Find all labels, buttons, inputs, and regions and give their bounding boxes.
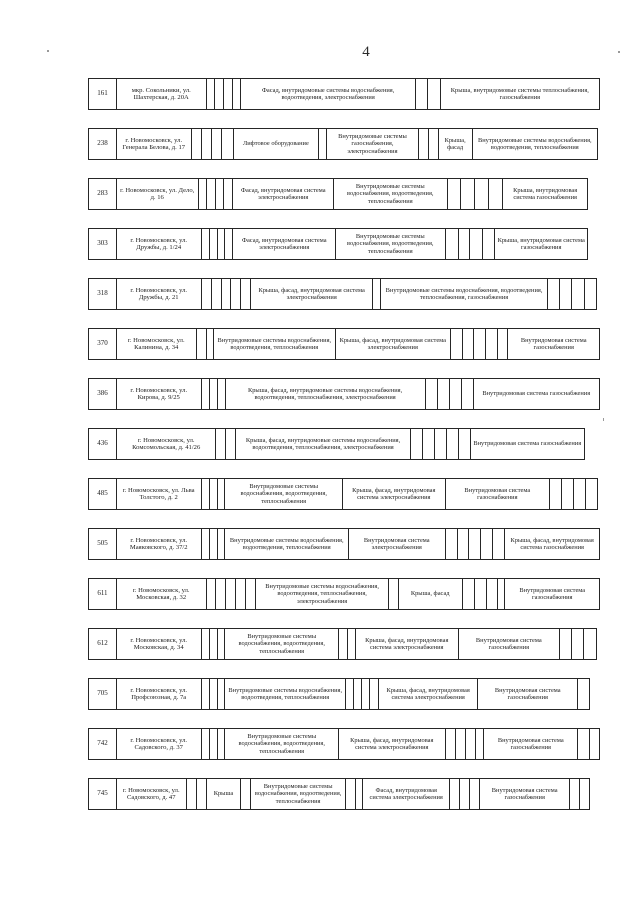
blank-cell — [355, 779, 362, 809]
work-cell: Фасад, внутридомовые системы водоснабжения, водоотведения, электроснабжения — [240, 79, 414, 109]
address-cell: г. Новомосковск, ул. Дружбы, д. 1/24 — [116, 229, 201, 259]
row-number: 611 — [97, 589, 108, 598]
blank-cell — [206, 179, 215, 209]
work-cell: Крыша, фасад — [438, 129, 472, 159]
blank-cell — [428, 129, 438, 159]
blank-cell — [211, 279, 221, 309]
blank-cell — [461, 379, 473, 409]
blank-cell — [577, 679, 589, 709]
blank-cell — [485, 329, 497, 359]
blank-cell — [201, 479, 209, 509]
blank-cell — [425, 379, 437, 409]
work-cell: Внутридомовые системы водоснабжения, водоотведения, теплоснабжения — [472, 129, 597, 159]
work-cell: Внутридомовые системы водоснабжения, водоотведения, теплоснабжения, газоснабжения — [380, 279, 547, 309]
work-cell: Крыша, фасад, внутридомовая система газоснабжения — [504, 529, 599, 559]
work-cell: Внутридомовые системы водоснабжения, водоотведения, теплоснабжения — [224, 729, 338, 759]
address-cell: г. Новомосковск, ул. Дружбы, д. 21 — [116, 279, 201, 309]
blank-cell — [415, 79, 427, 109]
blank-cell — [422, 429, 434, 459]
blank-cell — [206, 329, 213, 359]
work-cell: Крыша, фасад, внутридомовая система электроснабжения — [342, 479, 445, 509]
table-row — [88, 328, 600, 360]
blank-cell — [486, 579, 498, 609]
blank-cell — [577, 729, 589, 759]
blank-cell — [410, 429, 422, 459]
work-cell: Внутридомовые системы водоснабжения, водоотведения, теплоснабжения — [224, 479, 342, 509]
blank-cell — [584, 279, 596, 309]
blank-cell — [460, 179, 474, 209]
blank-cell — [191, 129, 201, 159]
work-cell: Внутридомовая система газоснабжения — [483, 729, 577, 759]
blank-cell — [497, 579, 504, 609]
blank-cell — [427, 79, 440, 109]
blank-cell — [215, 429, 225, 459]
address-cell: г. Новомосковск, ул. Садовского, д. 47 — [116, 779, 186, 809]
blank-cell — [223, 179, 232, 209]
blank-cell — [445, 529, 457, 559]
row-number: 705 — [97, 689, 108, 698]
blank-cell — [497, 329, 507, 359]
table-row — [88, 78, 600, 110]
row-number: 318 — [97, 289, 108, 298]
blank-cell — [372, 279, 380, 309]
address-cell: г. Новомосковск, ул. Калинина, д. 34 — [116, 329, 196, 359]
work-cell: Крыша, фасад, внутридомовая система электроснабжения — [378, 679, 478, 709]
blank-cell — [468, 529, 480, 559]
work-cell: Внутридомовая система газоснабжения — [445, 479, 550, 509]
address-cell: г. Новомосковск, ул. Кирова, д. 9/25 — [116, 379, 201, 409]
blank-cell — [571, 279, 584, 309]
blank-cell — [201, 629, 209, 659]
blank-cell — [240, 779, 250, 809]
blank-cell — [214, 79, 223, 109]
blank-cell — [559, 279, 571, 309]
work-cell: Внутридомовые системы газоснабжения, электроснабжения — [326, 129, 418, 159]
blank-cell — [361, 679, 369, 709]
blank-cell — [475, 729, 484, 759]
blank-cell — [345, 679, 353, 709]
table-row — [88, 128, 598, 160]
blank-cell — [549, 479, 561, 509]
blank-cell — [318, 129, 326, 159]
table-row — [88, 528, 600, 560]
blank-cell — [589, 729, 599, 759]
blank-cell — [201, 729, 209, 759]
blank-cell — [450, 329, 462, 359]
work-cell: Внутридомовая система газоснабжения — [504, 579, 599, 609]
blank-cell — [369, 679, 378, 709]
work-cell: Крыша, фасад, внутридомовая система электроснабжения — [335, 329, 450, 359]
work-cell: Внутридомовая система газоснабжения — [507, 329, 599, 359]
blank-cell — [474, 179, 488, 209]
work-cell: Лифтовое оборудование — [233, 129, 319, 159]
row-number: 505 — [97, 539, 108, 548]
blank-cell — [465, 729, 475, 759]
work-cell: Внутридомовая система газоснабжения — [477, 679, 577, 709]
blank-cell — [469, 229, 482, 259]
blank-cell — [225, 429, 235, 459]
row-number: 386 — [97, 389, 108, 398]
row-number: 485 — [97, 489, 108, 498]
scan-speck — [618, 51, 620, 53]
row-number: 742 — [97, 739, 108, 748]
work-cell: Внутридомовая система электроснабжения — [348, 529, 445, 559]
row-number: 161 — [97, 89, 108, 98]
blank-cell — [217, 529, 225, 559]
work-cell: Крыша, фасад, внутридомовые системы водоснабжения, водоотведения, теплоснабжения, электроснабжения — [225, 379, 425, 409]
blank-cell — [209, 479, 217, 509]
work-cell: Внутридомовые системы водоснабжения, водоотведения, теплоснабжения — [250, 779, 345, 809]
blank-cell — [583, 629, 596, 659]
blank-cell — [217, 229, 225, 259]
work-cell: Фасад, внутридомовая система электроснабжения — [232, 179, 333, 209]
blank-cell — [201, 529, 209, 559]
address-cell: г. Новомосковск, ул. Московская, д. 32 — [116, 579, 206, 609]
table-row — [88, 278, 597, 310]
work-cell: Внутридомовая система газоснабжения — [479, 779, 569, 809]
address-cell: г. Новомосковск, ул. Комсомольская, д. 41/26 — [116, 429, 216, 459]
work-cell: Крыша — [206, 779, 241, 809]
row-number: 436 — [97, 439, 108, 448]
blank-cell — [469, 779, 479, 809]
table-row — [88, 478, 598, 510]
blank-cell — [353, 679, 361, 709]
work-cell: Фасад, внутридомовая система электроснабжения — [362, 779, 450, 809]
blank-cell — [455, 729, 465, 759]
row-number: 370 — [97, 339, 108, 348]
blank-cell — [445, 729, 455, 759]
blank-cell — [201, 679, 209, 709]
blank-cell — [345, 779, 355, 809]
blank-cell — [457, 529, 469, 559]
blank-cell — [573, 479, 585, 509]
blank-cell — [445, 229, 458, 259]
work-cell: Крыша, фасад — [398, 579, 462, 609]
address-cell: г. Новомосковск, ул. Дело, д. 16 — [116, 179, 198, 209]
blank-cell — [217, 629, 225, 659]
blank-cell — [449, 779, 459, 809]
work-cell: Внутридомовые системы водоснабжения, водоотведения, теплоснабжения — [224, 629, 338, 659]
blank-cell — [209, 679, 217, 709]
blank-cell — [446, 429, 458, 459]
work-cell: Крыша, внутридомовые системы теплоснабжения, газоснабжения — [440, 79, 599, 109]
address-cell: г. Новомосковск, ул. Маяковского, д. 37/2 — [116, 529, 201, 559]
blank-cell — [225, 579, 235, 609]
blank-cell — [230, 279, 240, 309]
blank-cell — [480, 529, 492, 559]
blank-cell — [232, 79, 241, 109]
blank-cell — [201, 379, 209, 409]
table-row — [88, 628, 597, 660]
blank-cell — [458, 229, 470, 259]
row-number: 238 — [97, 139, 108, 148]
blank-cell — [458, 429, 470, 459]
blank-cell — [459, 779, 469, 809]
work-cell: Внутридомовые системы водоснабжения, водоотведения, теплоснабжения, электроснабжения — [255, 579, 387, 609]
blank-cell — [474, 579, 486, 609]
blank-cell — [206, 79, 214, 109]
row-number: 612 — [97, 639, 108, 648]
blank-cell — [561, 479, 573, 509]
blank-cell — [447, 179, 461, 209]
blank-cell — [418, 129, 428, 159]
blank-cell — [196, 779, 206, 809]
blank-cell — [209, 629, 217, 659]
blank-cell — [186, 779, 196, 809]
blank-cell — [488, 179, 502, 209]
blank-cell — [217, 729, 225, 759]
blank-cell — [196, 329, 206, 359]
page-number: 4 — [362, 44, 370, 60]
blank-cell — [449, 379, 461, 409]
work-cell: Внутридомовые системы водоснабжения, водоотведения, теплоснабжения — [213, 329, 335, 359]
blank-cell — [559, 629, 571, 659]
blank-cell — [235, 579, 245, 609]
row-number: 745 — [97, 789, 108, 798]
address-cell: г. Новомосковск, ул. Льва Толстого, д. 2 — [116, 479, 201, 509]
work-cell: Фасад, внутридомовая система электроснабжения — [232, 229, 335, 259]
blank-cell — [585, 479, 597, 509]
address-cell: г. Новомосковск, ул. Садовского, д. 37 — [116, 729, 201, 759]
blank-cell — [569, 779, 579, 809]
blank-cell — [221, 129, 233, 159]
blank-cell — [437, 379, 449, 409]
blank-cell — [462, 329, 474, 359]
blank-cell — [217, 679, 225, 709]
blank-cell — [473, 329, 485, 359]
blank-cell — [201, 129, 211, 159]
blank-cell — [201, 229, 209, 259]
address-cell: г. Новомосковск, ул. Генерала Белова, д. 17 — [116, 129, 191, 159]
table-row — [88, 378, 600, 410]
blank-cell — [482, 229, 494, 259]
blank-cell — [217, 379, 225, 409]
blank-cell — [209, 229, 217, 259]
table-row — [88, 678, 590, 710]
work-cell: Внутридомовые системы водоснабжения, водоотведения, теплоснабжения — [333, 179, 447, 209]
blank-cell — [388, 579, 398, 609]
work-cell: Крыша, фасад, внутридомовые системы водоснабжения, водоотведения, теплоснабжения, электроснабжения — [235, 429, 409, 459]
blank-cell — [245, 579, 255, 609]
work-cell: Крыша, фасад, внутридомовая система электроснабжения — [250, 279, 371, 309]
blank-cell — [338, 629, 347, 659]
scan-speck — [47, 50, 49, 52]
table-row — [88, 178, 588, 210]
table-row — [88, 778, 590, 810]
blank-cell — [201, 279, 211, 309]
work-cell: Внутридомовые системы водоснабжения, водоотведения, теплоснабжения — [335, 229, 445, 259]
blank-cell — [571, 629, 583, 659]
blank-cell — [206, 579, 216, 609]
work-cell: Крыша, внутридомовая система газоснабжения — [494, 229, 587, 259]
work-cell: Внутридомовая система газоснабжения — [470, 429, 585, 459]
blank-cell — [215, 579, 225, 609]
blank-cell — [492, 529, 504, 559]
blank-cell — [223, 79, 232, 109]
table-row — [88, 578, 600, 610]
address-cell: г. Новомосковск, ул. Московская, д. 34 — [116, 629, 201, 659]
blank-cell — [215, 179, 224, 209]
table-row — [88, 728, 600, 760]
blank-cell — [434, 429, 446, 459]
work-cell: Внутридомовая система газоснабжения — [458, 629, 560, 659]
blank-cell — [217, 479, 225, 509]
blank-cell — [579, 779, 589, 809]
blank-cell — [224, 229, 232, 259]
blank-cell — [462, 579, 474, 609]
work-cell: Внутридомовая система газоснабжения — [473, 379, 599, 409]
work-cell: Крыша, фасад, внутридомовая система электроснабжения — [355, 629, 458, 659]
row-number: 283 — [97, 189, 108, 198]
blank-cell — [209, 379, 217, 409]
work-cell: Крыша, фасад, внутридомовая система электроснабжения — [338, 729, 445, 759]
address-cell: г. Новомосковск, ул. Профсоюзная, д. 7а — [116, 679, 201, 709]
blank-cell — [240, 279, 250, 309]
blank-cell — [221, 279, 231, 309]
blank-cell — [211, 129, 221, 159]
table-row — [88, 428, 585, 460]
work-cell: Внутридомовые системы водоснабжения, водоотведения, теплоснабжения — [224, 679, 344, 709]
address-cell: мкр. Сокольники, ул. Шахтерская, д. 20А — [116, 79, 206, 109]
table-row — [88, 228, 588, 260]
blank-cell — [547, 279, 559, 309]
row-number: 303 — [97, 239, 108, 248]
blank-cell — [347, 629, 355, 659]
work-cell: Внутридомовые системы водоснабжения, водоотведения, теплоснабжения — [224, 529, 347, 559]
blank-cell — [198, 179, 206, 209]
scan-speck — [603, 418, 604, 421]
work-cell: Крыша, внутридомовая система газоснабжения — [502, 179, 587, 209]
blank-cell — [209, 529, 217, 559]
blank-cell — [209, 729, 217, 759]
